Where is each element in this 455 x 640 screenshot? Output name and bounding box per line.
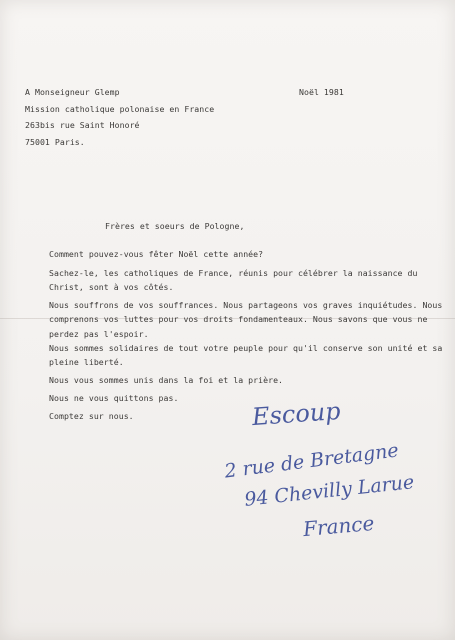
handwritten-line-3: France bbox=[302, 510, 376, 542]
handwritten-line-1: 2 rue de Bretagne bbox=[223, 439, 400, 483]
body-line-5: comprenons vos luttes pour vos droits fondamenteaux. Nous savons que vous ne bbox=[49, 314, 428, 324]
address-line-2: Mission catholique polonaise en France bbox=[25, 104, 215, 114]
body-line-1: Comment pouvez-vous fêter Noël cette année? bbox=[49, 249, 264, 259]
address-line-1: A Monseigneur Glemp bbox=[25, 87, 120, 97]
salutation: Frères et soeurs de Pologne, bbox=[105, 221, 245, 231]
body-line-9: Nous vous sommes unis dans la foi et la prière. bbox=[49, 375, 284, 385]
body-line-8: pleine liberté. bbox=[49, 357, 124, 367]
body-line-2: Sachez-le, les catholiques de France, réunis pour célébrer la naissance du bbox=[49, 268, 418, 278]
address-line-4: 75001 Paris. bbox=[25, 137, 85, 147]
body-line-3: Christ, sont à vos côtés. bbox=[49, 282, 174, 292]
address-line-3: 263bis rue Saint Honoré bbox=[25, 120, 140, 130]
body-line-10: Nous ne vous quittons pas. bbox=[49, 393, 179, 403]
handwritten-line-2: 94 Chevilly Larue bbox=[243, 471, 416, 511]
body-line-4: Nous souffrons de vos souffrances. Nous partageons vos graves inquiétudes. Nous bbox=[49, 300, 443, 310]
handwritten-signature: Escoup bbox=[251, 396, 342, 432]
body-line-11: Comptez sur nous. bbox=[49, 411, 134, 421]
letter-date: Noël 1981 bbox=[299, 87, 344, 97]
body-line-6: perdez pas l'espoir. bbox=[49, 329, 149, 339]
body-line-7: Nous sommes solidaires de tout votre peuple pour qu'il conserve son unité et sa bbox=[49, 343, 443, 353]
